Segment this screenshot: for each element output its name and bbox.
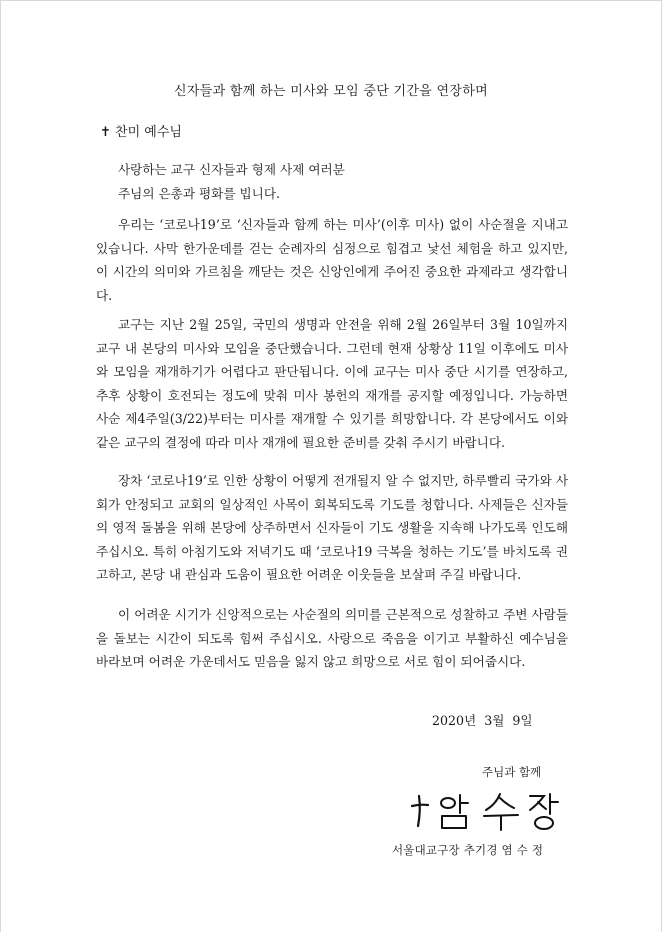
- paragraph: [96, 313, 568, 454]
- paragraph-text: 우리는 ‘코로나19’로 ‘신자들과 함께 하는 미사’(이후 미사) 없이 사순절을 지내고 있습니다. 사막 한가운데를 걷는 순례자의 심정으로 힘겹고 낯선 체험을 하고 있지만, 이 시간의 의미와 가르침을 깨닫는 것은 신앙인에게 주어진 중요한 과제라고 생각합니다.: [96, 217, 568, 303]
- paragraph: [96, 469, 568, 587]
- salutation-line: 사랑하는 교구 신자들과 형제 사제 여러분: [118, 162, 345, 177]
- salutation-line: 주님의 은총과 평화를 빕니다.: [118, 185, 280, 201]
- letter-date: 2020년 3월 9일: [432, 713, 533, 728]
- closing-phrase: 주님과 함께: [482, 765, 542, 779]
- paragraph-text: 이 어려운 시기가 신앙적으로는 사순절의 의미를 근본적으로 성찰하고 주변 사람들을 돌보는 시간이 되도록 힘써 주십시오. 사랑으로 죽음을 이기고 부활하신 예수님을 바라보며 어려운 가운데서도 믿음을 잃지 않고 희망으로 서로 힘이 되어줍시다.: [96, 607, 568, 669]
- paragraph-text: 교구는 지난 2월 25일, 국민의 생명과 안전을 위해 2월 26일부터 3월 10일까지 교구 내 본당의 미사와 모임을 중단했습니다. 그런데 현재 상황상 11일 이후에도 미사와 모임을 재개하기가 어렵다고 판단됩니다. 이에 교구는 미사 중단 시기를 연장하고, 추후 상황이 호전되는 정도에 맞춰 미사 봉헌의 재개를 공지할 예정입니다. 가능하면 사순 제4주일(3/22)부터는 미사를 재개할 수 있기를 희망합니다. 각 본당에서도 이와 같은 교구의 결정에 따라 미사 재개에 필요한 준비를 갖춰 주시기 바랍니다.: [96, 317, 568, 450]
- letter-title: 신자들과 함께 하는 미사와 모임 중단 기간을 연장하며: [174, 84, 488, 99]
- salutation: [118, 158, 568, 205]
- signer-name: 서울대교구장 추기경 염 수 정: [392, 843, 544, 857]
- page-border-top: [0, 0, 662, 1]
- paragraph: [96, 213, 568, 307]
- paragraph: [96, 603, 568, 674]
- paragraph-text: 장차 ‘코로나19’로 인한 상황이 어떻게 전개될지 알 수 없지만, 하루빨리 국가와 사회가 안정되고 교회의 일상적인 사목이 회복되도록 기도를 청합니다. 사제들은 신자들의 영적 돌봄을 위해 본당에 상주하면서 신자들이 기도 생활을 지속해 나가도록 인도해주십시오. 특히 아침기도와 저녁기도 때 ‘코로나19 극복을 청하는 기도’를 바치도록 권고하고, 본당 내 관심과 도움이 필요한 어려운 이웃들을 보살펴 주길 바랍니다.: [96, 473, 568, 582]
- greeting: ✝ 찬미 예수님: [100, 125, 182, 140]
- page-border-left: [0, 0, 1, 932]
- handwritten-signature: [404, 786, 574, 836]
